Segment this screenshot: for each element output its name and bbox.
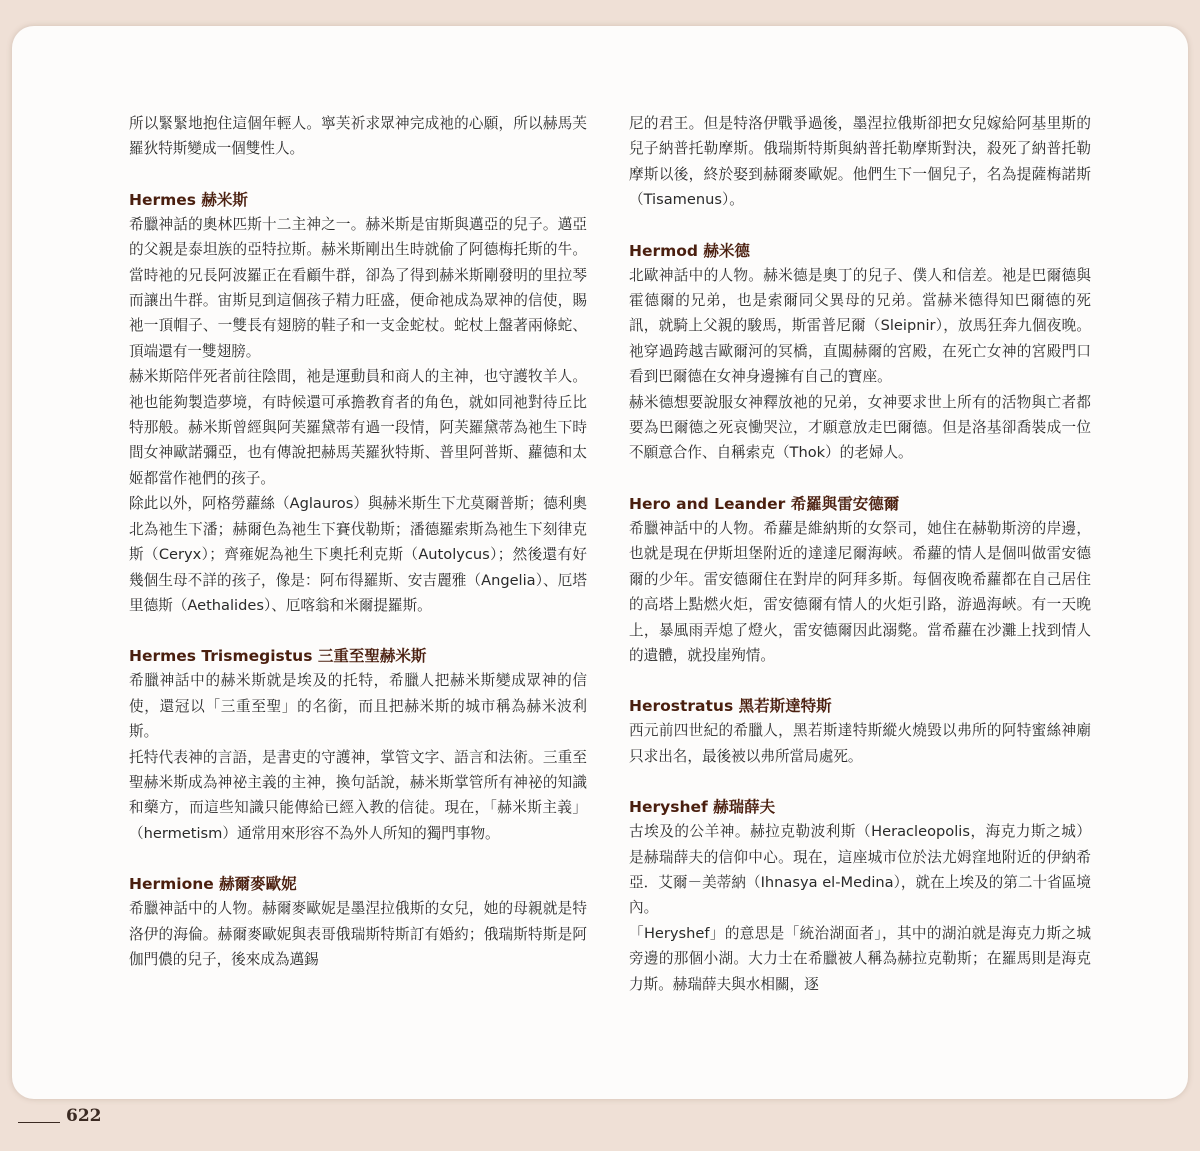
trismegistus-paragraph-1: 希臘神話中的赫米斯就是埃及的托特，希臘人把赫米斯變成眾神的信使，還冠以「三重至聖」的名銜，而且把赫米斯的城市稱為赫米波利斯。	[129, 672, 587, 741]
heading-hermione: Hermione 赫爾麥歐妮	[129, 875, 297, 894]
left-column	[129, 111, 587, 972]
hermione-continued-paragraph: 尼的君王。但是特洛伊戰爭過後，墨涅拉俄斯卻把女兒嫁給阿基里斯的兒子納普托勒摩斯。俄瑞斯特斯與納普托勒摩斯對決，殺死了納普托勒摩斯以後，終於娶到赫爾麥歐妮。他們生下一個兒子，名為提薩梅諾斯（Tisamenus）。	[629, 115, 1091, 209]
right-column	[629, 111, 1091, 997]
heading-heryshef: Heryshef 赫瑞薛夫	[629, 798, 776, 817]
heading-hermes: Hermes 赫米斯	[129, 190, 248, 209]
hermod-paragraph-1: 北歐神話中的人物。赫米德是奧丁的兒子、僕人和信差。祂是巴爾德與霍德爾的兄弟，也是索爾同父異母的兄弟。當赫米德得知巴爾德的死訊，就騎上父親的駿馬，斯雷普尼爾（Sleipnir），放馬狂奔九個夜晚。祂穿過跨越吉歐爾河的冥橋，直闖赫爾的宮殿，在死亡女神的宮殿門口看到巴爾德在女神身邊擁有自己的寶座。	[629, 266, 1091, 386]
hermes-paragraph-3: 除此以外，阿格勞蘿絲（Aglauros）與赫米斯生下尤莫爾普斯；德利奧北為祂生下潘；赫爾色為祂生下賽伐勒斯；潘德羅索斯為祂生下刻律克斯（Ceryx）；齊雍妮為祂生下奧托利克斯（Autolycus）；然後還有好幾個生母不詳的孩子，像是：阿布得羅斯、安吉麗雅（Angelia）、厄塔里德斯（Aethalides）、厄喀翁和米爾提羅斯。	[129, 495, 587, 614]
footer-rule	[18, 1122, 60, 1123]
heading-hermes-trismegistus: Hermes Trismegistus 三重至聖赫米斯	[129, 647, 427, 666]
herostratus-paragraph-1: 西元前四世紀的希臘人，黑若斯達特斯縱火燒毀以弗所的阿特蜜絲神廟只求出名，最後被以弗所當局處死。	[629, 722, 1091, 765]
page-number: 622	[66, 1106, 102, 1126]
hermod-paragraph-2: 赫米德想要說服女神釋放祂的兄弟，女神要求世上所有的活物與亡者都要為巴爾德之死哀慟哭泣，才願意放走巴爾德。但是洛基卻喬裝成一位不願意合作、自稱索克（Thok）的老婦人。	[629, 393, 1091, 462]
hermes-paragraph-1: 希臘神話的奧林匹斯十二主神之一。赫米斯是宙斯與邁亞的兒子。邁亞的父親是泰坦族的亞特拉斯。赫米斯剛出生時就偷了阿德梅托斯的牛。當時祂的兄長阿波羅正在看顧牛群，卻為了得到赫米斯剛發明的里拉琴而讓出牛群。宙斯見到這個孩子精力旺盛，便命祂成為眾神的信使，賜祂一頂帽子、一雙長有翅膀的鞋子和一支金蛇杖。蛇杖上盤著兩條蛇、頂端還有一雙翅膀。	[129, 215, 587, 360]
trismegistus-paragraph-2: 托特代表神的言語，是書吏的守護神，掌管文字、語言和法術。三重至聖赫米斯成為神祕主義的主神，換句話說，赫米斯掌管所有神祕的知識和藥方，而這些知識只能傳給已經入教的信徒。現在，「赫米斯主義」（hermetism）通常用來形容不為外人所知的獨門事物。	[129, 748, 587, 842]
hero-paragraph-1: 希臘神話中的人物。希蘿是維納斯的女祭司，她住在赫勒斯滂的岸邊，也就是現在伊斯坦堡附近的達達尼爾海峽。希蘿的情人是個叫做雷安德爾的少年。雷安德爾住在對岸的阿拜多斯。每個夜晚希蘿都在自己居住的高塔上點燃火炬，雷安德爾有情人的火炬引路，游過海峽。有一天晚上，暴風雨弄熄了燈火，雷安德爾因此溺斃。當希蘿在沙灘上找到情人的遺體，就投崖殉情。	[629, 519, 1091, 664]
heryshef-paragraph-2: 「Heryshef」的意思是「統治湖面者」，其中的湖泊就是海克力斯之城旁邊的那個小湖。大力士在希臘被人稱為赫拉克勒斯；在羅馬則是海克力斯。赫瑞薛夫與水相關，逐	[629, 924, 1091, 993]
intro-paragraph: 所以緊緊地抱住這個年輕人。寧芙祈求眾神完成祂的心願，所以赫馬芙羅狄特斯變成一個雙性人。	[129, 115, 587, 158]
page-sheet	[12, 26, 1188, 1099]
heading-hero-and-leander: Hero and Leander 希羅與雷安德爾	[629, 494, 900, 513]
hermione-paragraph-1: 希臘神話中的人物。赫爾麥歐妮是墨涅拉俄斯的女兒，她的母親就是特洛伊的海倫。赫爾麥歐妮與表哥俄瑞斯特斯訂有婚約；俄瑞斯特斯是阿伽門儂的兒子，後來成為邁錫	[129, 900, 587, 968]
heading-hermod: Hermod 赫米德	[629, 241, 750, 260]
hermes-paragraph-2: 赫米斯陪伴死者前往陰間，祂是運動員和商人的主神，也守護牧羊人。祂也能夠製造夢境，有時候還可承擔教育者的角色，就如同祂對待丘比特那般。赫米斯曾經與阿芙羅黛蒂有過一段情，阿芙羅黛蒂為祂生下時間女神歐諾彌亞，也有傳說把赫馬芙羅狄特斯、普里阿普斯、蘿德和太姬都當作祂們的孩子。	[129, 368, 587, 487]
heading-herostratus: Herostratus 黑若斯達特斯	[629, 697, 832, 716]
heryshef-paragraph-1: 古埃及的公羊神。赫拉克勒波利斯（Heracleopolis，海克力斯之城）是赫瑞薛夫的信仰中心。現在，這座城市位於法尤姆窪地附近的伊納希亞．艾爾－美蒂納（Ihnasya el-Medina），就在上埃及的第二十省區境內。	[629, 823, 1091, 917]
